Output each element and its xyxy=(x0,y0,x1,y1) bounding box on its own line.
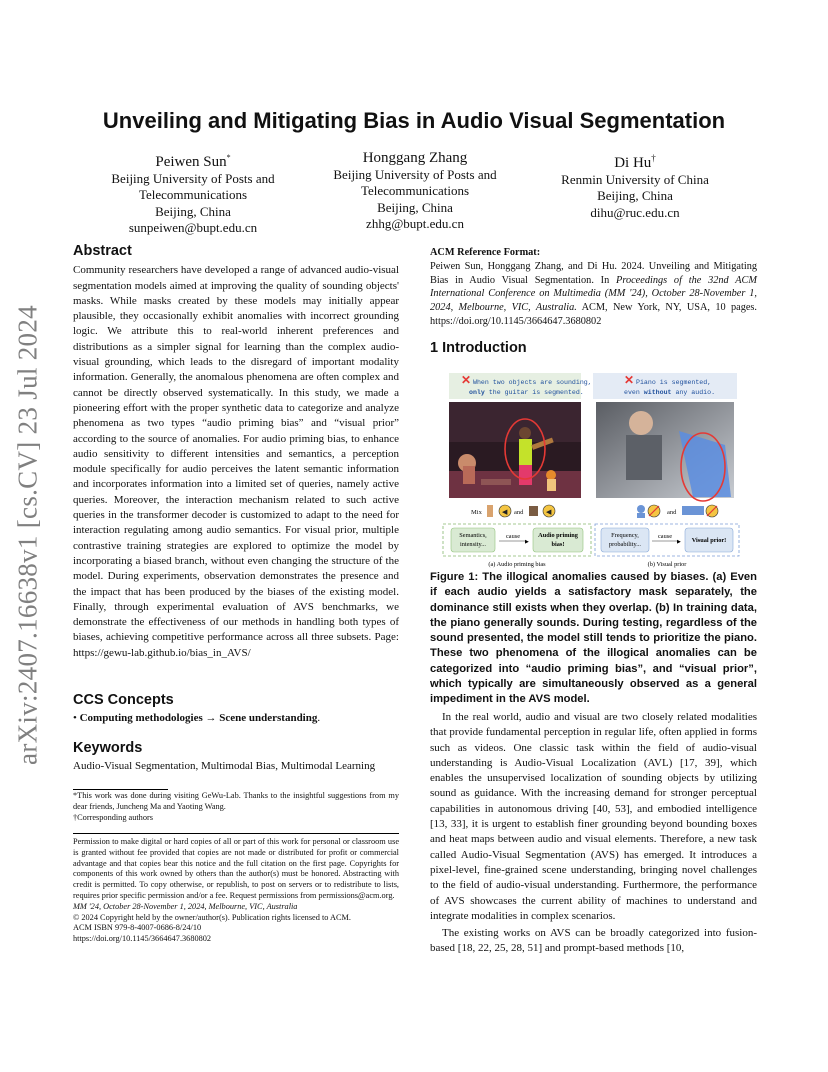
ccs-section xyxy=(73,693,399,727)
arxiv-stamp xyxy=(8,300,48,770)
figure-1 xyxy=(441,371,741,571)
abstract-heading: Abstract xyxy=(73,243,132,259)
subcaption-a: (a) Audio priming bias xyxy=(488,561,546,568)
ccs-item: Computing methodologies → Scene understanding xyxy=(79,712,318,725)
cross-icon: ✕ xyxy=(624,373,635,387)
guitarist-head xyxy=(519,427,531,439)
guitar-icon xyxy=(487,505,493,517)
author-affiliation: Renmin University of China xyxy=(561,171,709,187)
note-b-rest: any audio. xyxy=(671,389,716,396)
probability-label: probability... xyxy=(609,541,641,548)
note-a-line1: When two objects are sounding, xyxy=(473,379,592,386)
note-a-only: only xyxy=(469,389,485,396)
note-b-without: without xyxy=(643,389,672,396)
intro-heading: 1 Introduction xyxy=(430,340,527,356)
author-name: Peiwen Sun xyxy=(155,154,227,170)
intro-body xyxy=(430,710,757,957)
note-b-even: even xyxy=(624,389,644,396)
and-label: and xyxy=(667,509,677,516)
ccs-heading: CCS Concepts xyxy=(73,692,174,708)
author-affiliation: Beijing University of Posts and xyxy=(111,170,275,186)
pianist-head xyxy=(629,411,653,435)
note-b-line2 xyxy=(624,389,715,396)
note-a-rest: the guitar is segmented. xyxy=(484,389,584,396)
author-email[interactable]: zhhg@bupt.edu.cn xyxy=(366,216,464,232)
author-affiliation: Telecommunications xyxy=(360,183,470,199)
keyboard-icon xyxy=(682,506,704,515)
intensity-label: intensity... xyxy=(459,541,487,548)
cause-label: cause xyxy=(658,533,672,540)
acm-ref-text: Peiwen Sun, Honggang Zhang, and Di Hu. 2024. Unveiling and Mitigating Bias in Audio Visual Segmentation. In xyxy=(430,260,757,286)
author-email[interactable]: dihu@ruc.edu.cn xyxy=(590,204,680,220)
guitarist-shirt xyxy=(519,439,532,465)
figure-caption: Figure 1: The illogical anomalies caused by biases. (a) Even if each audio yields a satisfactory mask separately, the dominance still exists when they overlap. (b) In training data, the piano generally sounds. During testing, regardless of the sound presented, the model still tends to prioritize the piano. These two phenomena of the illogical anomalies can be categorized into “audio priming bias”, and “visual prior”, which typically are simultaneously observed as a general impediment in the AVS model. xyxy=(430,571,757,706)
author-affiliation: Beijing University of Posts and xyxy=(333,166,497,182)
intro-paragraph-1: In the real world, audio and visual are two closely related modalities that provide fundamental perception in regular life, often applied in forms such as videos. One classic task within the field of audio-visual understanding is Audio-Visual Localization (AVL) [17, 39], which enables the unsupervised localization of sounding objects by utilizing sound as guidance. With the increasing demand for stronger perceptual capabilities in autonomous driving [40, 53], and embodied intelligence [13, 33], it is urgent to establish finer grounding beyond bounding boxes and heat maps between audio and visual elements. Therefore, a new task called Audio-Visual Segmentation (AVS) has emerged. It introduces a pixel-level, fine-grained scene understanding, bringing novel challenges to the field of audio-visual understanding. Furthermore, the performance of AVS showcases the current ability of machines to understand and integrate modalities in complex scenarios. xyxy=(430,711,757,922)
author-location: Beijing, China xyxy=(597,188,673,204)
permission-text: Permission to make digital or hard copies of all or part of this work for personal or classroom use is granted without fee provided that copies are not made or distributed for profit or commercial advantage and that copies bear this notice and the full citation on the first page. Copyrights for components of this work owned by others than the author(s) must be honored. Abstracting with credit is permitted. To copy otherwise, or republish, to post on servers or to redistribute to lists, requires prior specific permission and/or a fee. Request permissions from permissions@acm.org. xyxy=(73,837,399,900)
isbn-line: ACM ISBN 979-8-4007-0686-8/24/10 xyxy=(73,923,202,933)
mix-label: Mix xyxy=(471,509,482,516)
dancer-figure xyxy=(546,470,556,480)
venue-line: MM '24, October 28-November 1, 2024, Melbourne, VIC, Australia xyxy=(73,901,298,911)
sound-icon: ◀ xyxy=(502,508,508,516)
arrow-head-icon: ▶ xyxy=(677,540,681,545)
paper-title: Unveiling and Mitigating Bias in Audio Visual Segmentation xyxy=(102,108,726,133)
author-name: Honggang Zhang xyxy=(362,150,468,166)
bias-label: bias! xyxy=(551,541,565,548)
note-b-line1: Piano is segmented, xyxy=(636,379,712,386)
ccs-tail: . xyxy=(317,712,321,725)
author-affiliation: Telecommunications xyxy=(138,187,248,203)
pianist-body xyxy=(626,435,662,480)
intro-heading-wrap xyxy=(430,341,757,356)
author-location: Beijing, China xyxy=(155,203,231,219)
author-location: Beijing, China xyxy=(377,199,453,215)
intro-paragraph-2: The existing works on AVS can be broadly categorized into fusion-based [18, 22, 25, 28, 51] and prompt-based methods [10, xyxy=(430,927,757,955)
keywords-heading: Keywords xyxy=(73,740,143,756)
footnote-rule xyxy=(73,789,168,790)
author-mark: † xyxy=(651,153,656,163)
and-label: and xyxy=(514,509,524,516)
acm-ref-venue: Proceedings of the 32nd ACM International Conference on Multimedia (MM '24), October 28-November 1, 2024, Melbourne, VIC, Australia. xyxy=(430,274,757,314)
semantics-label: Semantics, xyxy=(459,532,487,539)
drum-icon xyxy=(529,506,538,516)
copyright-line: © 2024 Copyright held by the owner/author(s). Publication rights licensed to ACM. xyxy=(73,912,351,922)
person-icon-body xyxy=(637,513,645,518)
footnote-2: †Corresponding authors xyxy=(73,812,153,822)
cross-icon: ✕ xyxy=(461,373,472,387)
arrow-head-icon: ▶ xyxy=(525,540,529,545)
author-block-1 xyxy=(73,150,313,237)
permission-block xyxy=(73,837,399,945)
author-email[interactable]: sunpeiwen@bupt.edu.cn xyxy=(128,220,258,236)
visual-prior-label: Visual prior! xyxy=(691,537,727,544)
arxiv-stamp-text: arXiv:2407.16638v1 [cs.CV] 23 Jul 2024 xyxy=(12,305,43,765)
audio-priming-label: Audio priming xyxy=(538,532,578,539)
audience xyxy=(481,479,511,485)
author-mark: * xyxy=(226,153,231,162)
keywords-text: Audio-Visual Segmentation, Multimodal Bias, Multimodal Learning xyxy=(73,760,376,773)
author-block-3 xyxy=(515,150,755,221)
author-block-2 xyxy=(295,150,535,233)
doi-line[interactable]: https://doi.org/10.1145/3664647.3680802 xyxy=(73,934,212,944)
frequency-label: Frequency, xyxy=(611,532,639,539)
footnote-1: *This work was done during visiting GeWu-Lab. Thanks to the insightful suggestions from my dear friends, Juncheng Ma and Yaoting Wang. xyxy=(73,791,399,811)
cause-label: cause xyxy=(506,533,520,540)
performer-body xyxy=(463,466,475,484)
note-a-line2 xyxy=(469,389,584,396)
dancer-body xyxy=(547,479,556,491)
subcaption-b: (b) Visual prior xyxy=(647,561,687,568)
keywords-section xyxy=(73,741,399,775)
ccs-bullet: • xyxy=(73,712,77,725)
abstract-text: Community researchers have developed a range of advanced audio-visual segmentation models aimed at improving the quality of sounding objects' masks. While masks created by these models may initially appear plausible, they occasionally exhibit anomalies with incorrect grounding logic. We attribute this to real-world inherent preferences and distributions as a simpler signal for learning than the complex audio-visual grounding, which leads to the disregard of important modality information. Generally, the anomalous phenomena are often complex and cannot be directly observed systematically. In this study, we made a pioneering effort with the proper synthetic data to categorize and analyze phenomena as two types “audio priming bias” and “visual prior” according to the source of anomalies. For audio priming bias, to enhance audio sensitivity to different intensities and semantics, a perception module specifically for audio perceives the latent semantic information and incorporates information into a limited set of queries, namely active queries. Moreover, the interaction mechanism related to such active queries in the transformer decoder is customized to adapt to the need for interaction regulating among audio semantics. For visual prior, multiple contrastive training strategies are explored to optimize the model by incorporating a biased branch, without even changing the structure of the model. During experiments, observation demonstrates the presence and the impact that has been produced by the biases of the existing model. Finally, through experimental evaluation of AVS benchmarks, we demonstrate the effectiveness of our methods in handling both types of biases, achieving competitive performance across all three subsets. Page: https://gewu-lab.github.io/bias_in_AVS/ xyxy=(73,264,399,659)
permission-rule xyxy=(73,833,399,834)
abstract-section xyxy=(73,244,399,661)
person-icon xyxy=(637,505,645,513)
acm-ref-heading: ACM Reference Format: xyxy=(430,247,541,258)
acm-ref-tail: ACM, New York, NY, USA, 10 pages. https://doi.org/10.1145/3664647.3680802 xyxy=(430,302,757,327)
author-name: Di Hu xyxy=(614,155,652,171)
guitarist-legs xyxy=(519,465,532,485)
footnotes xyxy=(73,791,399,823)
acm-reference xyxy=(430,246,757,329)
sound-icon: ◀ xyxy=(546,508,552,516)
